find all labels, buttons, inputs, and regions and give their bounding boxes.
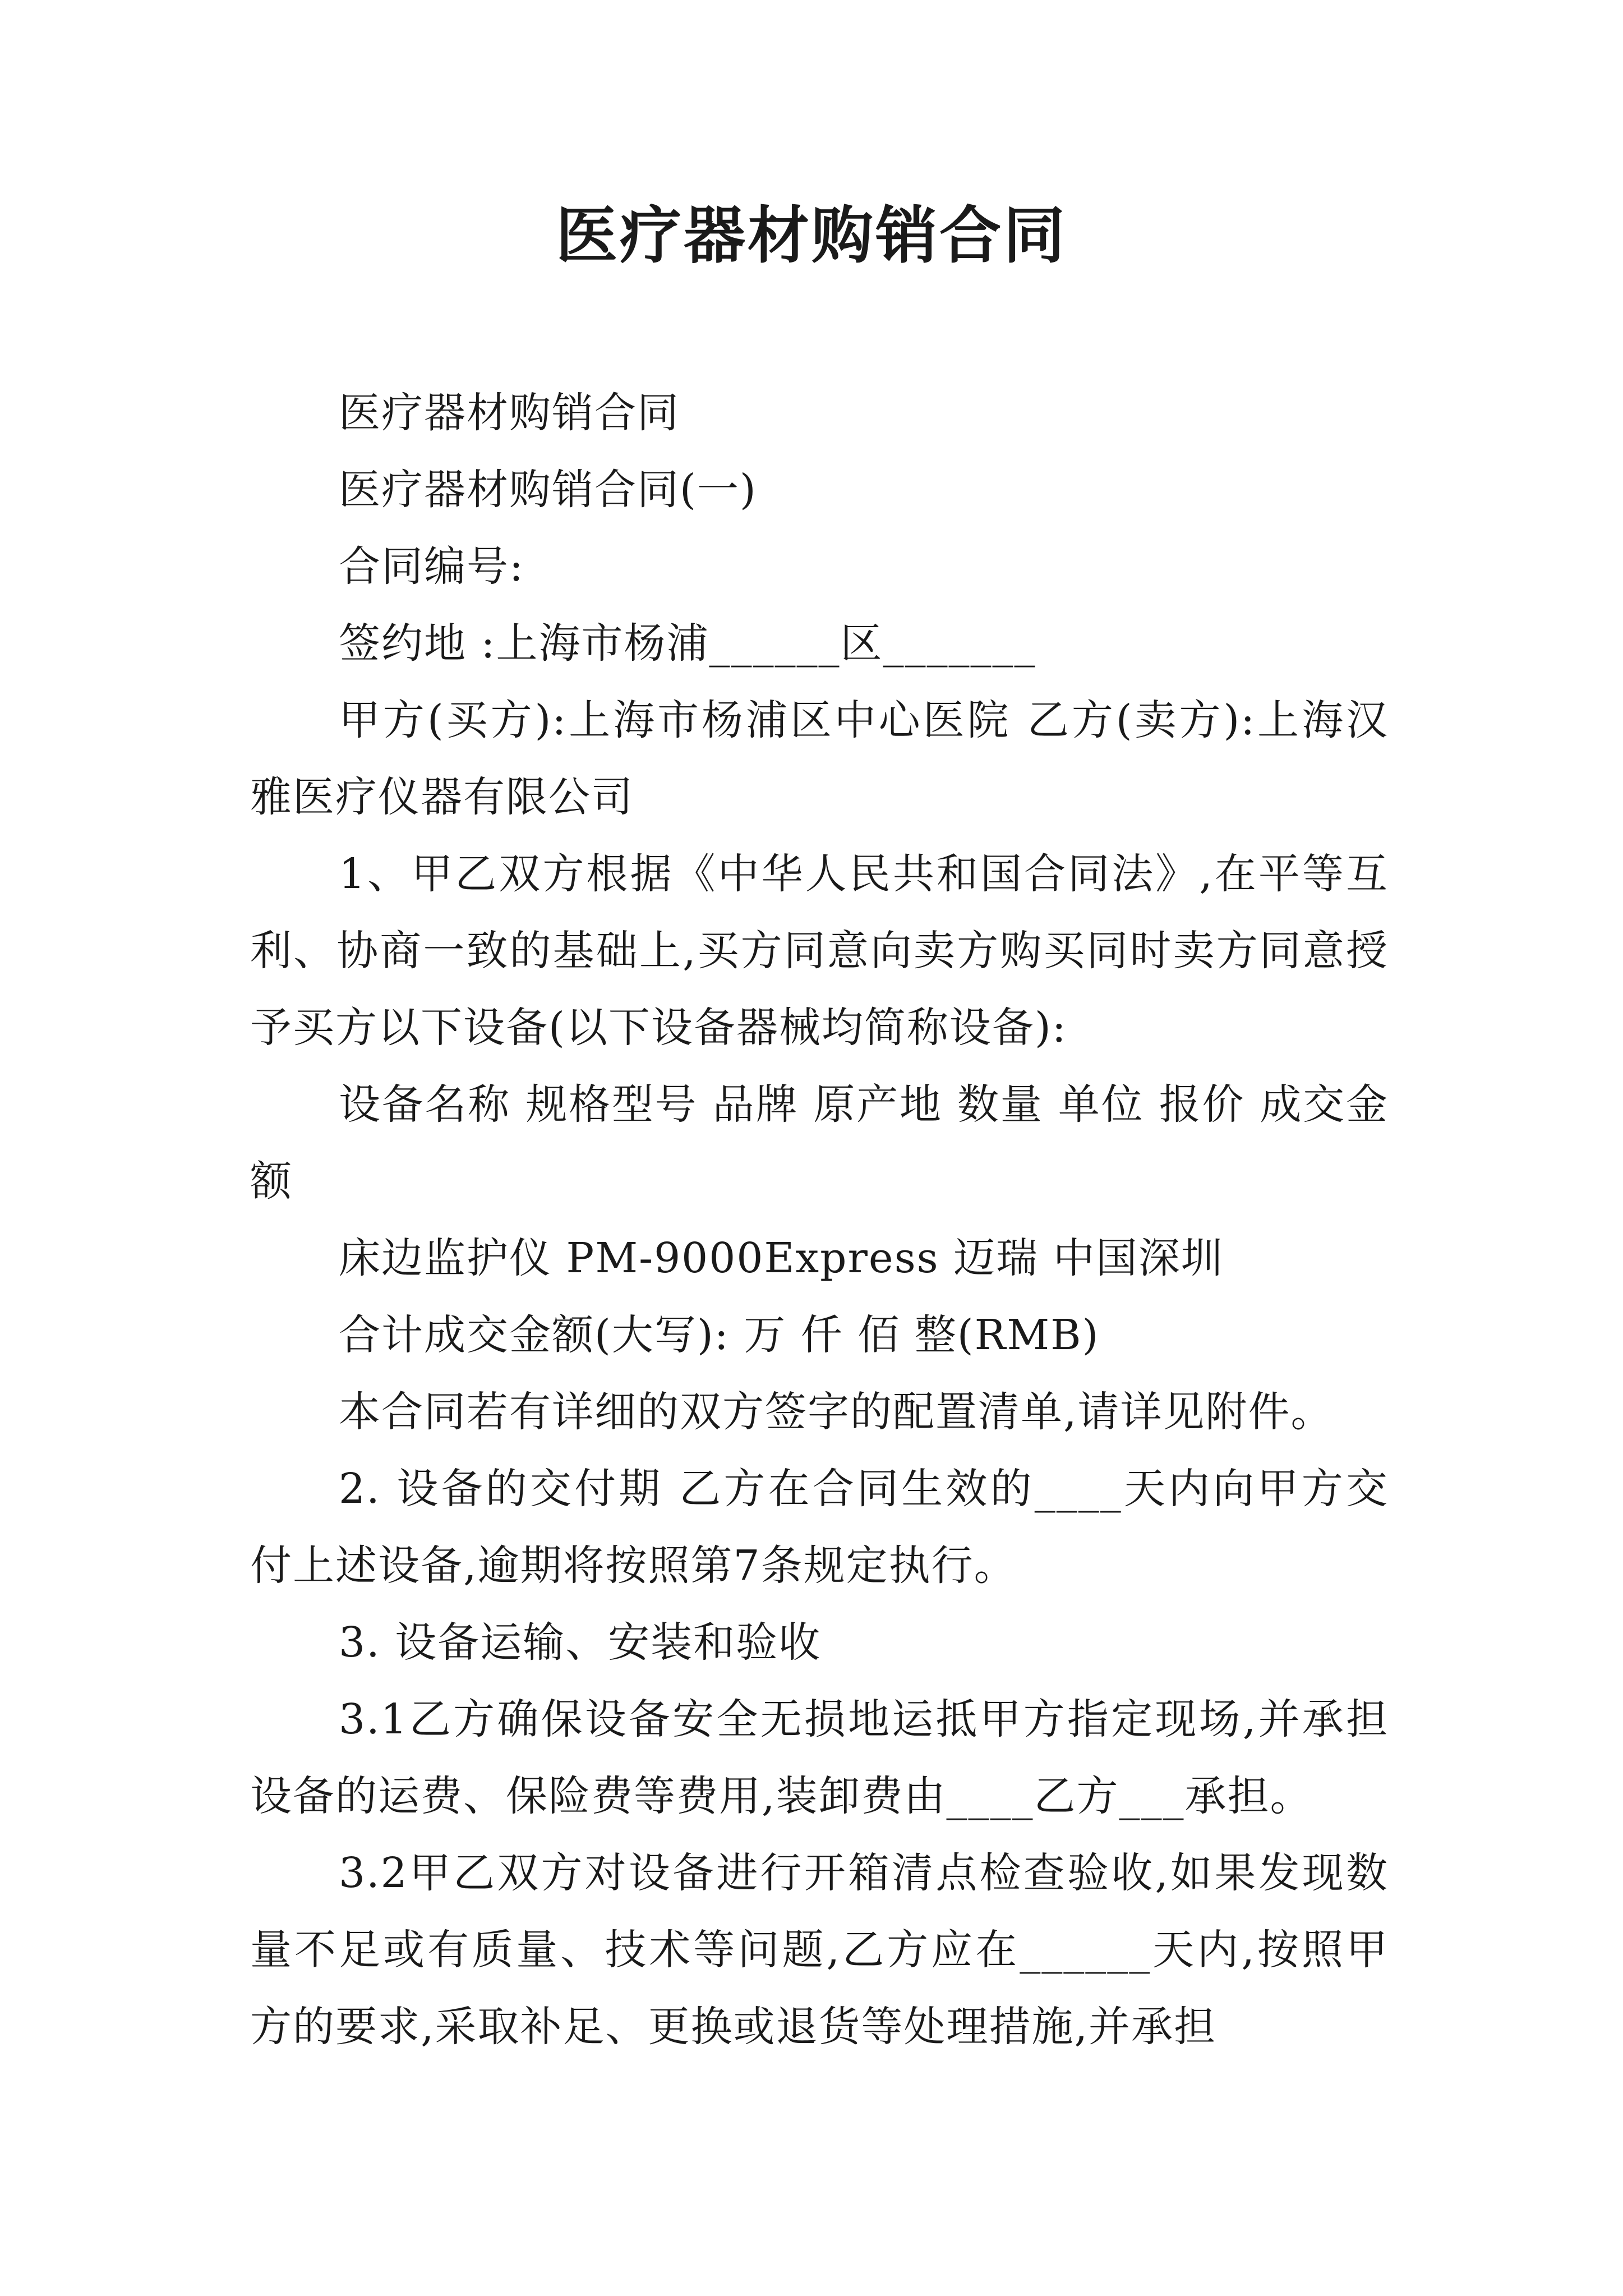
paragraph-clause-2: 2. 设备的交付期 乙方在合同生效的____天内向甲方交付上述设备,逾期将按照第7条规定执行。	[250, 1465, 1389, 1590]
paragraph-clause-3: 3. 设备运输、安装和验收	[339, 1618, 822, 1667]
paragraph-attachment-note: 本合同若有详细的双方签字的配置清单,请详见附件。	[339, 1388, 1334, 1436]
paragraph-equipment-row: 床边监护仪 PM-9000Express 迈瑞 中国深圳	[339, 1234, 1224, 1282]
paragraph-signing-place: 签约地 :上海市杨浦______区_______	[339, 619, 1036, 668]
document-body	[250, 375, 1389, 2065]
paragraph-clause-1: 1、甲乙双方根据《中华人民共和国合同法》,在平等互利、协商一致的基础上,买方同意向卖方购买同时卖方同意授予买方以下设备(以下设备器械均简称设备):	[250, 850, 1389, 1052]
paragraph-heading: 医疗器材购销合同	[339, 389, 680, 437]
paragraph-parties: 甲方(买方):上海市杨浦区中心医院 乙方(卖方):上海汉雅医疗仪器有限公司	[250, 696, 1389, 821]
paragraph-contract-number: 合同编号:	[339, 542, 524, 591]
document-title: 医疗器材购销合同	[556, 199, 1067, 272]
paragraph-total-amount: 合计成交金额(大写): 万 仟 佰 整(RMB)	[339, 1311, 1100, 1359]
paragraph-equipment-header: 设备名称 规格型号 品牌 原产地 数量 单位 报价 成交金额	[250, 1080, 1389, 1205]
paragraph-clause-3-1: 3.1乙方确保设备安全无损地运抵甲方指定现场,并承担设备的运费、保险费等费用,装卸费由____乙方___承担。	[250, 1695, 1389, 1820]
paragraph-subheading: 医疗器材购销合同(一)	[339, 466, 757, 514]
paragraph-clause-3-2: 3.2甲乙双方对设备进行开箱清点检查验收,如果发现数量不足或有质量、技术等问题,乙方应在______天内,按照甲方的要求,采取补足、更换或退货等处理措施,并承担	[250, 1849, 1389, 2051]
